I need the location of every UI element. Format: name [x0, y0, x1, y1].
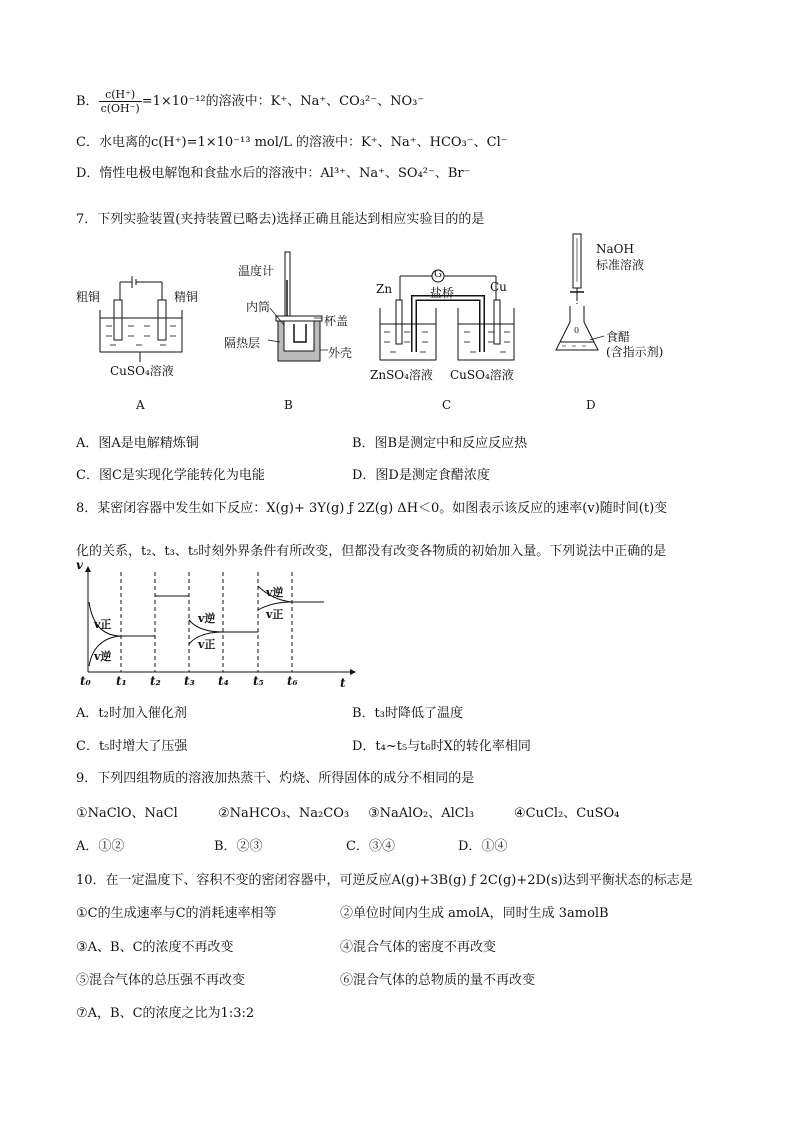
- q8-tick-t0: t₀: [80, 674, 91, 688]
- figure-c-label-znso4: ZnSO₄溶液: [370, 368, 433, 382]
- figure-d-label-naoh: NaOH: [596, 242, 634, 256]
- q10-item-4: ④混合气体的密度不再改变: [340, 940, 497, 955]
- figure-d-label-standard-solution: 标准溶液: [596, 258, 645, 272]
- figure-c-label-cuso4: CuSO₄溶液: [450, 368, 514, 382]
- q8-label-v-reverse-3: v逆: [266, 586, 284, 599]
- q9-option-a: A．①②: [76, 839, 125, 854]
- q8-tick-t2: t₂: [150, 674, 161, 688]
- figure-b-calorimeter: [222, 250, 362, 410]
- figure-b-label-lid: 杯盖: [324, 314, 349, 328]
- q6-option-d: D．惰性电极电解饱和食盐水后的溶液中：Al³⁺、Na⁺、SO₄²⁻、Br⁻: [76, 166, 471, 181]
- q10-item-2: ②单位时间内生成 amolA，同时生成 3amolB: [340, 906, 609, 921]
- figure-d-label-indicator: (含指示剂): [606, 345, 664, 359]
- q10-item-5: ⑤混合气体的总压强不再改变: [76, 973, 246, 988]
- figure-b-label-thermometer: 温度计: [238, 264, 275, 278]
- figure-b-label-shell: 外壳: [328, 346, 353, 360]
- q9-stem: 9．下列四组物质的溶液加热蒸干、灼烧、所得固体的成分不相同的是: [76, 771, 475, 786]
- q8-option-a: A．t₂时加入催化剂: [76, 706, 187, 721]
- q10-item-3: ③A、B、C的浓度不再改变: [76, 940, 234, 955]
- q7-option-d: D．图D是测定食醋浓度: [352, 468, 490, 483]
- figure-b-label-insulation: 隔热层: [224, 336, 261, 350]
- figure-a-electrolysis: [70, 270, 210, 410]
- q7-option-b: B．图B是测定中和反应反应热: [352, 436, 528, 451]
- figure-d-label-zero: 0: [574, 326, 580, 335]
- figure-a-label-crude-copper: 粗铜: [76, 290, 101, 304]
- q9-item-4: ④CuCl₂、CuSO₄: [514, 806, 620, 821]
- q8-label-v-forward-3: v正: [266, 608, 284, 621]
- q8-label-v-forward-1: v正: [94, 618, 112, 631]
- galvanometer-icon: G: [434, 269, 442, 280]
- q7-stem: 7．下列实验装置(夹持装置已略去)选择正确且能达到相应实验目的的是: [76, 212, 485, 227]
- q7-option-a: A．图A是电解精炼铜: [76, 436, 199, 451]
- q10-item-6: ⑥混合气体的总物质的量不再改变: [340, 973, 536, 988]
- q8-stem-line2: 化的关系，t₂、t₃、t₅时刻外界条件有所改变，但都没有改变各物质的初始加入量。下列说法中正确的是: [76, 544, 667, 559]
- q9-item-1: ①NaClO、NaCl: [76, 806, 178, 821]
- figure-c-tag: C: [442, 398, 452, 412]
- figure-c-drawing: [370, 262, 530, 372]
- q8-tick-t5: t₅: [253, 674, 264, 688]
- figure-a-tag: A: [136, 398, 145, 412]
- q8-label-v-reverse-2: v逆: [198, 612, 216, 625]
- figure-a-label-pure-copper: 精铜: [174, 290, 199, 304]
- q8-tick-t1: t₁: [116, 674, 127, 688]
- figure-d-titration: [548, 232, 688, 410]
- q8-label-v-forward-2: v正: [198, 638, 216, 651]
- q10-stem: 10．在一定温度下、容积不变的密闭容器中，可逆反应A(g)+3B(g) ƒ 2C(g)+2D(s)达到平衡状态的标志是: [76, 873, 693, 888]
- q8-label-v-reverse-1: v逆: [94, 650, 112, 663]
- q6-option-c: C．水电离的c(H⁺)=1×10⁻¹³ mol/L 的溶液中：K⁺、Na⁺、HCO₃⁻、Cl⁻: [76, 135, 508, 150]
- q8-option-b: B．t₃时降低了温度: [352, 706, 463, 721]
- figure-c-label-zn: Zn: [376, 282, 393, 296]
- figure-b-label-inner-cup: 内筒: [246, 300, 271, 314]
- q8-y-axis-label: v: [76, 558, 83, 572]
- figure-d-label-vinegar: 食醋: [606, 330, 631, 344]
- q8-rate-time-chart: [74, 558, 364, 692]
- q9-option-c: C．③④: [346, 839, 395, 854]
- q8-tick-t3: t₃: [184, 674, 195, 688]
- figure-d-tag: D: [586, 398, 596, 412]
- figure-c-label-salt-bridge: 盐桥: [430, 286, 455, 300]
- q7-option-c: C．图C是实现化学能转化为电能: [76, 468, 265, 483]
- q9-option-b: B．②③: [214, 839, 263, 854]
- q8-x-axis-label: t: [340, 676, 346, 690]
- q8-tick-t4: t₄: [218, 674, 229, 688]
- q10-item-1: ①C的生成速率与C的消耗速率相等: [76, 906, 277, 921]
- q8-chart-svg: [74, 562, 364, 692]
- figure-c-label-cu: Cu: [490, 280, 507, 294]
- q9-item-3: ③NaAlO₂、AlCl₃: [368, 806, 475, 821]
- q6-fraction: $\frac{c(H^+)}{c(OH^-)}$: [100, 88, 140, 115]
- figure-c-galvanic-cell: [370, 262, 530, 410]
- q8-tick-t6: t₆: [287, 674, 298, 688]
- q9-item-2: ②NaHCO₃、Na₂CO₃: [218, 806, 350, 821]
- q8-option-d: D．t₄~t₅与t₆时X的转化率相同: [352, 739, 531, 754]
- q8-option-c: C．t₅时增大了压强: [76, 739, 188, 754]
- q10-item-7: ⑦A，B、C的浓度之比为1:3:2: [76, 1006, 255, 1021]
- q6-option-b: B． $\frac{c(H^+)}{c(OH^-)}$ =1×10⁻¹²的溶液中：K⁺、Na⁺、CO₃²⁻、NO₃⁻: [76, 88, 425, 115]
- q9-option-d: D．①④: [458, 839, 508, 854]
- figure-a-label-solution: CuSO₄溶液: [110, 364, 174, 378]
- q8-stem-line1: 8．某密闭容器中发生如下反应：X(g)+ 3Y(g) ƒ 2Z(g) ΔH＜0。如图表示该反应的速率(v)随时间(t)变: [76, 501, 668, 516]
- figure-b-tag: B: [284, 398, 293, 412]
